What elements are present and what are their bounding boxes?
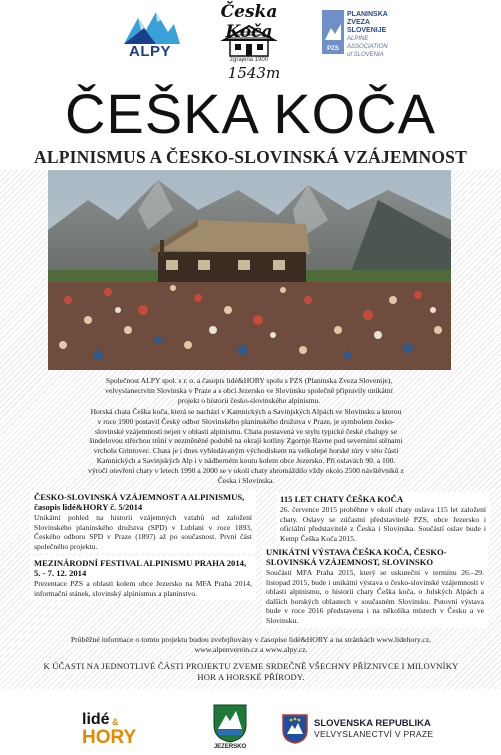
pzs-logo [322,10,394,60]
lide-hory-logo-amp: & [112,717,119,727]
history-paragraph: Horská chata Češka koča, která se nachází v Kamnických a Savinjských Alpách ve Slovinsku a kterou v roce 1900 postavil Český odbor Slovinského planinského družstva v Praze, je symbolem česko-slovinské vzájemnosti nejen v oblasti alpinismu. Chata postavená ve stylu typické české chalupy se šindelovou střechou trůní v nezměněné podobě na okraji kotliny Zgornje Ravne pod severními stěnami vrcholu Grintovec. Chata je i dnes vyhledávaným východiskem na velkolepé horské túry v této části Kamnických a Savinjských Alp i v nádherném koutu kolem obce Jezersko. Při oslavách 90. a 100. výročí otevření chaty v letech 1990 a 2000 se v okolí chaty shromáždilo vždy okolo 2500 návštěvníků z Česka i Slovinska. [88,407,404,485]
mountain-icon [124,10,180,44]
lide-hory-logo-top: lidé [82,711,110,728]
info-box-heading: UNIKÁTNÍ VÝSTAVA ČEŠKA KOČA, ČESKO-SLOVINSKÁ VZÁJEMNOST, SLOVINSKO [266,547,447,567]
info-box-body: Součástí MFA Praha 2015, který se uskuteční v termínu 26.–29. listopad 2015, bude i unikátní výstava o česko-slovinské vzájemnosti v oblasti alpinismu, o historii chaty Češka koča, o Julských Alpách a dalších horských oblastech v současném Slovinsku. Putovní výstava bude v roce 2016 představena i na několika místech v Česku a ve Slovinsku. [266,568,484,625]
page-subtitle: ALPINISMUS A ČESKO-SLOVINSKÁ VZÁJEMNOST [34,147,467,167]
lide-hory-logo [82,711,142,749]
jezersko-coat-of-arms-icon [212,703,248,743]
info-box-body: 26. července 2015 proběhne v okolí chaty oslava 115 let založení chaty. Oslavy se zúčastní představitelé PZS, obce Jezersko i oficiální představitelé z Česka i Slovinska. Součástí oslav bude i Kemp Češka Koča 2015. [280,505,486,543]
info-box-body: Unikátní pohled na historii vzájemných vztahů od založení Slovinského planinského družstva (SPD) v Lublani v roce 1893, Českého odboru SPD v Praze (1897) až po současnost. První část společného projektu. [34,513,252,551]
info-box-heading: ČESKO-SLOVINSKÁ VZÁJEMNOST A ALPINISMUS, časopis lidé&HORY č. 5/2014 [34,492,245,512]
info-box-festival [30,556,256,600]
lide-hory-logo-bottom: HORY [82,727,137,748]
koca-logo-arc-text: Česka Koča [220,2,278,42]
jezersko-label: JEZERSKO [213,744,247,750]
info-box-heading: 115 LET CHATY ČEŠKA KOČA [280,494,404,504]
jezersko-logo [212,703,248,753]
page-title: ČEŠKA KOČA [64,82,437,145]
svg-text:PZS: PZS [327,46,339,52]
intro-paragraph: Společnost ALPY spol. s r. o. a časopis lidé&HORY spolu s PZS (Planinska Zveza Slovenije), velvyslanectvím Slovinska v Praze a s obcí Jezersko ve Slovinsku společně připravily unikátní projekt o historii česko-slovinského alpinismu. [105,376,393,405]
koca-logo-year: zgrajena 1900 [229,57,269,63]
project-info-text: Průběžné informace o tomto projektu budou zveřejňovány v časopise lidé&HORY a na stránkách www.lidehory.cz, www.alpenverein.cz a www.alpy.cz. [70,635,432,654]
info-box-anniversary [276,492,490,545]
call-to-action-text: K ÚČASTI NA JEDNOTLIVÉ ČÁSTI PROJEKTU ZVEME SRDEČNĚ VŠECHNY PŘÍZNIVCE I MILOVNÍKY HOR A HORSKÉ PŘÍRODY. [43,661,459,682]
info-box-exhibition [262,545,488,628]
info-box-magazine [30,490,256,553]
info-box-body: Prezentace PZS a oblasti kolem obce Jezersko na MFA Praha 2014, informační stánek, slovinský alpinismus a planinstvo. [34,579,252,598]
info-box-heading: MEZINÁRODNÍ FESTIVAL ALPINISMU PRAHA 2014, 5. - 7. 12. 2014 [34,558,247,578]
hut-photo [48,170,451,370]
ceska-koca-logo [196,2,302,86]
pzs-emblem-icon [322,10,344,54]
pzs-logo-text: PLANINSKA ZVEZA SLOVENIJE ALPINE ASSOCIATION of SLOVENIA [347,11,388,58]
embassy-logo [282,714,482,744]
slovenia-coat-of-arms-icon [282,714,308,744]
hut-icon [220,24,278,58]
koca-logo-altitude: 1543m [227,64,281,82]
embassy-logo-text: SLOVENSKA REPUBLIKA VELVYSLANECTVÍ V PRAZE [314,718,434,739]
alpy-logo [118,10,182,60]
alpy-logo-text: ALPY [128,43,171,60]
